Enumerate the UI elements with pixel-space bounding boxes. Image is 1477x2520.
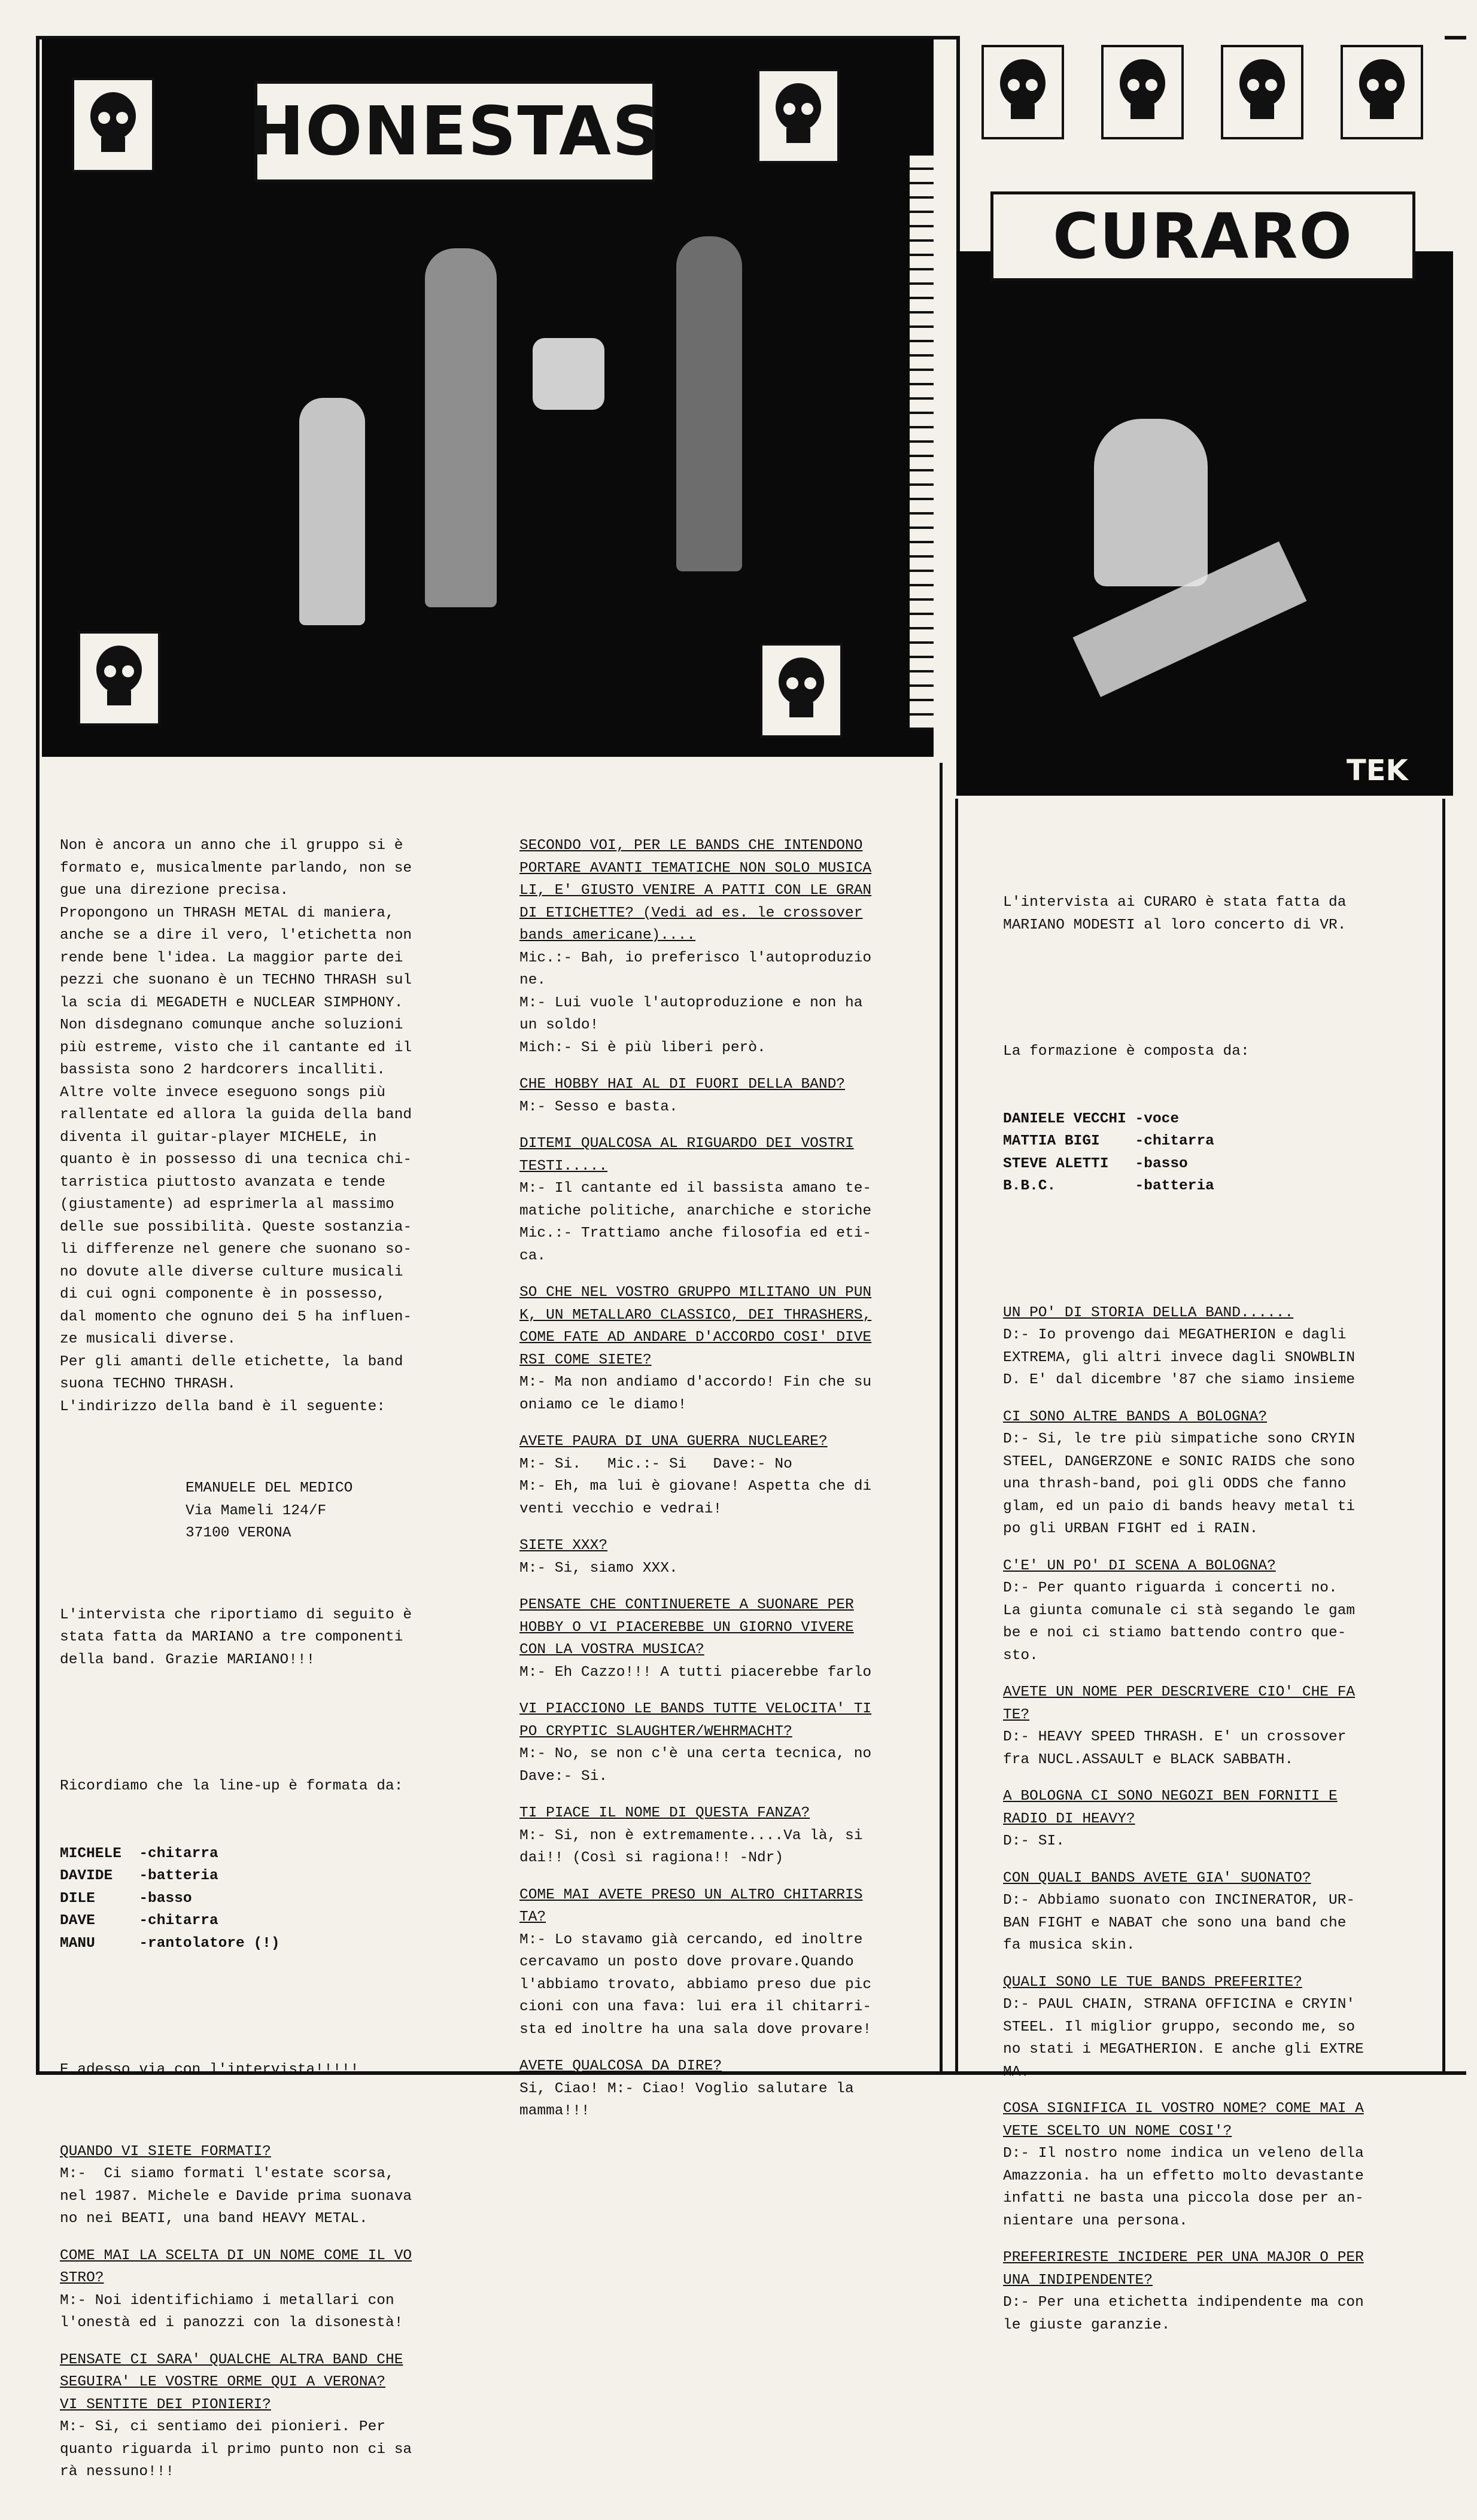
- intro-line: MARIANO MODESTI al loro concerto di VR.: [1003, 917, 1347, 933]
- intro-line: rende bene l'idea. La maggior parte dei: [60, 949, 403, 966]
- lineup-intro: La formazione è composta da:: [1003, 1043, 1250, 1060]
- question: [519, 1133, 938, 1177]
- address-line: EMANUELE DEL MEDICO: [186, 1480, 353, 1496]
- qa-item: [519, 835, 938, 1059]
- answer-line: D:- HEAVY SPEED THRASH. E' un crossover: [1003, 1729, 1347, 1745]
- answer-line: M:- Si. Mic.:- Si Dave:- No: [519, 1456, 792, 1472]
- question: [519, 1535, 938, 1557]
- answer-line: cioni con una fava: lui era il chitarri-: [519, 1999, 872, 2015]
- answer-line: Dave:- Si.: [519, 1768, 608, 1785]
- answer-line: M:- Si, non è extremamente....Va là, si: [519, 1827, 863, 1844]
- intro-line: li differenze nel genere che suonano so-: [60, 1241, 412, 1258]
- intro-line: la scia di MEGADETH e NUCLEAR SIMPHONY.: [60, 994, 403, 1011]
- skull-icon: [78, 631, 160, 726]
- qa-item: [60, 2245, 479, 2335]
- lineup-item: DAVIDE -batteria: [60, 1868, 218, 1884]
- intro-line: gue una direzione precisa.: [60, 882, 289, 899]
- qa-item: [1003, 1406, 1446, 1541]
- question-line: UN PO' DI STORIA DELLA BAND......: [1003, 1304, 1294, 1321]
- answer-line: venti vecchio e vedrai!: [519, 1501, 722, 1517]
- answer: [519, 1096, 938, 1119]
- question-line: VETE SCELTO UN NOME COSI'?: [1003, 2123, 1232, 2139]
- question: [519, 1594, 938, 1661]
- answer-line: ca.: [519, 1247, 546, 1264]
- honestas-title: HONESTAS: [254, 81, 655, 182]
- question-line: SO CHE NEL VOSTRO GRUPPO MILITANO UN PUN: [519, 1285, 872, 1301]
- lineup-block: [1003, 996, 1446, 1243]
- answer-line: Si, Ciao! M:- Ciao! Voglio salutare la: [519, 2080, 854, 2097]
- qa-item: [519, 1698, 938, 1788]
- qa-list: [1003, 1302, 1446, 2337]
- answer-line: Mic.:- Bah, io preferisco l'autoproduzio: [519, 949, 872, 966]
- question: [1003, 1785, 1446, 1830]
- intro-line: L'indirizzo della band è il seguente:: [60, 1398, 385, 1415]
- question-line: TESTI.....: [519, 1158, 608, 1174]
- qa-item: [519, 1802, 938, 1870]
- answer-line: quanto riguarda il primo punto non ci sa: [60, 2441, 412, 2458]
- answer-line: Mic.:- Trattiamo anche filosofia ed eti-: [519, 1225, 872, 1241]
- answer-line: M:- Sesso e basta.: [519, 1098, 678, 1115]
- question: [519, 1073, 938, 1096]
- address-line: Via Mameli 124/F: [186, 1502, 327, 1519]
- note-line: della band. Grazie MARIANO!!!: [60, 1651, 315, 1668]
- question-line: C'E' UN PO' DI SCENA A BOLOGNA?: [1003, 1557, 1276, 1574]
- question-line: SEGUIRA' LE VOSTRE ORME QUI A VERONA?: [60, 2374, 385, 2390]
- answer-line: dai!! (Così si ragiona!! -Ndr): [519, 1850, 784, 1866]
- raised-hand: [533, 338, 604, 410]
- answer: [1003, 2291, 1446, 2336]
- question-line: TA?: [519, 1909, 546, 1925]
- question-line: PO CRYPTIC SLAUGHTER/WEHRMACHT?: [519, 1723, 792, 1740]
- question: [1003, 1406, 1446, 1429]
- lineup-item: STEVE ALETTI -basso: [1003, 1155, 1188, 1172]
- question-line: SECONDO VOI, PER LE BANDS CHE INTENDONO: [519, 838, 863, 854]
- answer-line: D. E' dal dicembre '87 che siamo insieme: [1003, 1372, 1356, 1388]
- lineup-item: DAVE -chitarra: [60, 1913, 218, 1929]
- question-line: CON QUALI BANDS AVETE GIA' SUONATO?: [1003, 1870, 1311, 1886]
- honestas-intro-column: [60, 790, 479, 2520]
- qa-item: [519, 1535, 938, 1579]
- qa-item: [519, 1594, 938, 1684]
- question-line: PREFERIRESTE INCIDERE PER UNA MAJOR O PER: [1003, 2250, 1364, 2266]
- intro-line: rallentate ed allora la guida della band: [60, 1107, 412, 1123]
- answer-line: glam, ed un paio di bands heavy metal ti: [1003, 1498, 1356, 1515]
- lineup-item: MATTIA BIGI -chitarra: [1003, 1133, 1214, 1149]
- answer-line: sta ed inoltre ha una sala dove provare!: [519, 2021, 872, 2038]
- question: [1003, 1867, 1446, 1890]
- answer: [1003, 1726, 1446, 1771]
- question: [519, 2055, 938, 2078]
- intro-line: anche se a dire il vero, l'etichetta non: [60, 927, 412, 944]
- answer-line: l'onestà ed i panozzi con la disonestà!: [60, 2315, 403, 2331]
- answer-line: matiche politiche, anarchiche e storiche: [519, 1203, 872, 1219]
- answer-line: be e noi ci stiamo battendo contro que-: [1003, 1625, 1347, 1641]
- interview-start: E adesso via con l'intervista!!!!!: [60, 2062, 359, 2078]
- intro-line: pezzi che suonano è un TECHNO THRASH sul: [60, 972, 412, 988]
- question: [519, 1282, 938, 1371]
- question-line: DI ETICHETTE? (Vedi ad es. le crossover: [519, 905, 863, 921]
- qa-item: [519, 1282, 938, 1416]
- intro-line: quanto è in possesso di una tecnica chi-: [60, 1152, 412, 1168]
- answer-line: le giuste garanzie.: [1003, 2317, 1171, 2333]
- question-line: TE?: [1003, 1706, 1030, 1723]
- answer: [60, 2416, 479, 2484]
- intro-line: diventa il guitar-player MICHELE, in: [60, 1129, 377, 1146]
- qa-item: [519, 1431, 938, 1520]
- question-line: K, UN METALLARO CLASSICO, DEI THRASHERS,: [519, 1307, 872, 1323]
- answer: [519, 1929, 938, 2041]
- question: [60, 2141, 479, 2163]
- note-line: stata fatta da MARIANO a tre componenti: [60, 1629, 403, 1645]
- answer-line: M:- Si, ci sentiamo dei pionieri. Per: [60, 2419, 385, 2435]
- answer-line: D:- Io provengo dai MEGATHERION e dagli: [1003, 1327, 1347, 1343]
- lineup-item: B.B.C. -batteria: [1003, 1178, 1214, 1194]
- honestas-interview-column: [519, 790, 938, 2159]
- answer-line: D:- PAUL CHAIN, STRANA OFFICINA e CRYIN': [1003, 1996, 1356, 2013]
- address-line: 37100 VERONA: [186, 1525, 291, 1541]
- intro-line: formato e, musicalmente parlando, non se: [60, 860, 412, 876]
- answer: [519, 1743, 938, 1788]
- question-line: COME MAI AVETE PRESO UN ALTRO CHITARRIS: [519, 1886, 863, 1903]
- intro-line: più estreme, visto che il cantante ed il: [60, 1039, 412, 1056]
- question: [519, 1698, 938, 1743]
- question-line: AVETE UN NOME PER DESCRIVERE CIO' CHE FA: [1003, 1684, 1356, 1700]
- intro-line: no dovute alle diverse culture musicali: [60, 1264, 403, 1280]
- band-member-figure: [676, 236, 742, 571]
- question-line: PORTARE AVANTI TEMATICHE NON SOLO MUSICA: [519, 860, 872, 876]
- answer: [519, 1453, 938, 1521]
- answer-line: M:- Si, siamo XXX.: [519, 1560, 678, 1576]
- page-border-left: [36, 36, 39, 2075]
- question-line: A BOLOGNA CI SONO NEGOZI BEN FORNITI E: [1003, 1788, 1338, 1804]
- answer-line: nientare una persona.: [1003, 2212, 1188, 2229]
- answer-line: po gli URBAN FIGHT ed i RAIN.: [1003, 1521, 1259, 1537]
- answer-line: MA.: [1003, 2064, 1030, 2080]
- answer-line: M:- Eh Cazzo!!! A tutti piacerebbe farlo: [519, 1664, 872, 1681]
- qa-item: [1003, 1971, 1446, 2084]
- answer-line: l'abbiamo trovato, abbiamo preso due pic: [519, 1976, 872, 1993]
- question-line: CI SONO ALTRE BANDS A BOLOGNA?: [1003, 1408, 1268, 1425]
- question-line: HOBBY O VI PIACEREBBE UN GIORNO VIVERE: [519, 1619, 854, 1636]
- answer: [1003, 1428, 1446, 1541]
- answer-line: oniamo ce le diamo!: [519, 1396, 687, 1413]
- intro-line: suona TECHNO THRASH.: [60, 1376, 236, 1392]
- qa-item: [1003, 1302, 1446, 1392]
- answer: [519, 1177, 938, 1267]
- intro-line: L'intervista ai CURARO è stata fatta da: [1003, 894, 1347, 911]
- lineup-item: MICHELE -chitarra: [60, 1845, 218, 1862]
- answer-line: STEEL, DANGERZONE e SONIC RAIDS che sono: [1003, 1453, 1356, 1470]
- answer-line: no stati i MEGATHERION. E anche gli EXTRE: [1003, 2041, 1364, 2058]
- answer-line: D:- Per quanto riguarda i concerti no.: [1003, 1580, 1338, 1596]
- question: [519, 1802, 938, 1825]
- question: [60, 2245, 479, 2290]
- question-line: PENSATE CI SARA' QUALCHE ALTRA BAND CHE: [60, 2351, 403, 2368]
- note-line: L'intervista che riportiamo di seguito è: [60, 1606, 412, 1623]
- lineup-intro: Ricordiamo che la line-up è formata da:: [60, 1778, 403, 1794]
- answer-line: M:- No, se non c'è una certa tecnica, no: [519, 1746, 872, 1762]
- lineup-list: [1003, 1108, 1446, 1198]
- answer: [519, 1661, 938, 1684]
- qa-item: [1003, 2098, 1446, 2232]
- answer: [519, 2078, 938, 2123]
- intro-line: delle sue possibilità. Queste sostanzia-: [60, 1219, 412, 1235]
- question-line: bands americane)....: [519, 927, 696, 944]
- question-line: COME FATE AD ANDARE D'ACCORDO COSI' DIVE: [519, 1329, 872, 1346]
- question-line: PENSATE CHE CONTINUERETE A SUONARE PER: [519, 1597, 854, 1613]
- answer-line: nel 1987. Michele e Davide prima suonava: [60, 2188, 412, 2205]
- qa-item: [519, 1133, 938, 1267]
- question-line: COME MAI LA SCELTA DI UN NOME COME IL VO: [60, 2247, 412, 2264]
- intro-line: Propongono un THRASH METAL di maniera,: [60, 905, 394, 921]
- answer: [1003, 1889, 1446, 1957]
- answer-line: fa musica skin.: [1003, 1937, 1135, 1953]
- lineup-item: DILE -basso: [60, 1890, 192, 1907]
- answer-line: M:- Eh, ma lui è giovane! Aspetta che di: [519, 1478, 872, 1495]
- answer: [1003, 1830, 1446, 1853]
- answer: [1003, 1577, 1446, 1667]
- answer-line: D:- SI.: [1003, 1833, 1065, 1849]
- answer: [519, 1557, 938, 1580]
- question: [519, 1884, 938, 1929]
- answer-line: M:- Lo stavamo già cercando, ed inoltre: [519, 1931, 863, 1948]
- answer-line: D:- Il nostro nome indica un veleno della: [1003, 2145, 1364, 2162]
- skull-icon: [1341, 45, 1423, 139]
- question-line: UNA INDIPENDENTE?: [1003, 2272, 1153, 2288]
- answer-line: fra NUCL.ASSAULT e BLACK SABBATH.: [1003, 1751, 1294, 1768]
- intro-line: tarristica piuttosto avanzata e tende: [60, 1174, 385, 1191]
- column-divider: [940, 763, 943, 2073]
- answer-line: ne.: [519, 972, 546, 988]
- artist-tag: TEK: [1347, 754, 1408, 787]
- curaro-title: CURARO: [990, 191, 1415, 281]
- qa-item: [60, 2141, 479, 2230]
- question: [1003, 2098, 1446, 2142]
- skull-icon: [1101, 45, 1184, 139]
- intro-line: Non è ancora un anno che il gruppo si è: [60, 838, 403, 854]
- question-line: AVETE QUALCOSA DA DIRE?: [519, 2058, 722, 2074]
- question-line: LI, E' GIUSTO VENIRE A PATTI CON LE GRAN: [519, 882, 872, 899]
- question: [1003, 2247, 1446, 2291]
- qa-item: [1003, 1785, 1446, 1853]
- question-line: COSA SIGNIFICA IL VOSTRO NOME? COME MAI A: [1003, 2101, 1364, 2117]
- answer: [519, 1825, 938, 1870]
- answer: [1003, 1324, 1446, 1392]
- band-address: [60, 1477, 479, 1545]
- answer-line: La giunta comunale ci stà segando le gam: [1003, 1602, 1356, 1619]
- answer-line: un soldo!: [519, 1017, 599, 1033]
- question-line: STRO?: [60, 2270, 104, 2286]
- answer-line: M:- Ci siamo formati l'estate scorsa,: [60, 2166, 394, 2182]
- interview-note: [60, 1604, 479, 1672]
- column-divider: [955, 799, 958, 2073]
- answer-line: mamma!!!: [519, 2103, 590, 2119]
- qa-item: [519, 1884, 938, 2041]
- answer: [1003, 2142, 1446, 2232]
- intro-paragraph: [1003, 891, 1446, 936]
- answer-line: EXTREMA, gli altri invece dagli SNOWBLIN: [1003, 1349, 1356, 1366]
- band-member-figure: [299, 398, 365, 625]
- answer-line: Mich:- Si è più liberi però.: [519, 1039, 766, 1056]
- question-line: SIETE XXX?: [519, 1538, 608, 1554]
- question: [1003, 1302, 1446, 1325]
- answer: [1003, 1994, 1446, 2083]
- question-line: RADIO DI HEAVY?: [1003, 1810, 1135, 1827]
- guitarist-figure: [1094, 419, 1208, 586]
- answer: [60, 2163, 479, 2230]
- skull-icon: [72, 78, 154, 172]
- answer-line: D:- Per una etichetta indipendente ma con: [1003, 2294, 1364, 2311]
- qa-item: [519, 2055, 938, 2123]
- intro-line: (giustamente) ad esprimerla al massimo: [60, 1197, 394, 1213]
- question-line: QUALI SONO LE TUE BANDS PREFERITE?: [1003, 1974, 1302, 1991]
- question-line: CHE HOBBY HAI AL DI FUORI DELLA BAND?: [519, 1076, 845, 1092]
- qa-item: [1003, 1867, 1446, 1957]
- qa-list: [519, 835, 938, 2123]
- question-line: VI PIACCIONO LE BANDS TUTTE VELOCITA' TI: [519, 1701, 872, 1717]
- qa-item: [1003, 2247, 1446, 2336]
- skull-icon: [1221, 45, 1303, 139]
- answer-line: STEEL. Il miglior gruppo, secondo me, so: [1003, 2019, 1356, 2035]
- question: [519, 835, 938, 947]
- answer: [519, 1371, 938, 1416]
- barbed-wire-divider: [910, 156, 934, 730]
- skull-icon: [757, 69, 840, 163]
- qa-item: [1003, 1555, 1446, 1667]
- answer-line: Amazzonia. ha un effetto molto devastante: [1003, 2168, 1364, 2184]
- question-line: QUANDO VI SIETE FORMATI?: [60, 2143, 271, 2160]
- curaro-band-photo: [956, 251, 1453, 796]
- lineup-item: DANIELE VECCHI -voce: [1003, 1110, 1180, 1127]
- answer-line: rà nessuno!!!: [60, 2464, 175, 2480]
- answer-line: M:- Il cantante ed il bassista amano te-: [519, 1180, 872, 1197]
- question: [60, 2349, 479, 2416]
- intro-line: Altre volte invece eseguono songs più: [60, 1084, 385, 1101]
- answer-line: una thrash-band, poi gli ODDS che fanno: [1003, 1476, 1347, 1492]
- answer-line: no nei BEATI, una band HEAVY METAL.: [60, 2211, 368, 2227]
- intro-line: bassista sono 2 hardcorers incalliti.: [60, 1062, 385, 1078]
- question-line: VI SENTITE DEI PIONIERI?: [60, 2396, 271, 2413]
- question-line: RSI COME SIETE?: [519, 1352, 652, 1368]
- intro-paragraph: [60, 835, 479, 1418]
- answer-line: D:- Si, le tre più simpatiche sono CRYIN: [1003, 1431, 1356, 1447]
- answer-line: infatti ne basta una piccola dose per an-: [1003, 2190, 1364, 2206]
- answer-line: M:- Lui vuole l'autoproduzione e non ha: [519, 994, 863, 1011]
- skull-icon: [981, 45, 1064, 139]
- answer-line: M:- Ma non andiamo d'accordo! Fin che su: [519, 1374, 872, 1390]
- answer-line: D:- Abbiamo suonato con INCINERATOR, UR-: [1003, 1892, 1356, 1909]
- question: [1003, 1555, 1446, 1578]
- band-member-figure: [425, 248, 497, 607]
- intro-line: Per gli amanti delle etichette, la band: [60, 1353, 403, 1370]
- intro-line: di cui ogni componente è in possesso,: [60, 1286, 385, 1302]
- answer-line: M:- Noi identifichiamo i metallari con: [60, 2292, 394, 2309]
- question: [519, 1431, 938, 1453]
- answer-line: cercavamo un posto dove provare.Quando: [519, 1954, 854, 1970]
- qa-item: [519, 1073, 938, 1118]
- curaro-interview-column: [1003, 847, 1446, 2373]
- question: [1003, 1681, 1446, 1726]
- question-line: TI PIACE IL NOME DI QUESTA FANZA?: [519, 1805, 810, 1821]
- answer-line: BAN FIGHT e NABAT che sono una band che: [1003, 1915, 1347, 1931]
- answer: [519, 947, 938, 1060]
- lineup-item: MANU -rantolatore (!): [60, 1935, 280, 1952]
- intro-line: Non disdegnano comunque anche soluzioni: [60, 1017, 403, 1033]
- question-line: DITEMI QUALCOSA AL RIGUARDO DEI VOSTRI: [519, 1136, 854, 1152]
- answer-line: sto.: [1003, 1647, 1038, 1664]
- question: [1003, 1971, 1446, 1994]
- intro-line: ze musicali diverse.: [60, 1331, 236, 1347]
- lineup-list: [60, 1843, 479, 1955]
- lineup-block: [60, 1730, 479, 1999]
- qa-item: [60, 2349, 479, 2484]
- skull-icon: [760, 643, 843, 738]
- qa-list: [60, 2141, 479, 2484]
- question-line: AVETE PAURA DI UNA GUERRA NUCLEARE?: [519, 1434, 828, 1450]
- answer: [60, 2290, 479, 2335]
- question-line: CON LA VOSTRA MUSICA?: [519, 1642, 704, 1658]
- qa-item: [1003, 1681, 1446, 1771]
- intro-line: dal momento che ognuno dei 5 ha influen-: [60, 1308, 412, 1325]
